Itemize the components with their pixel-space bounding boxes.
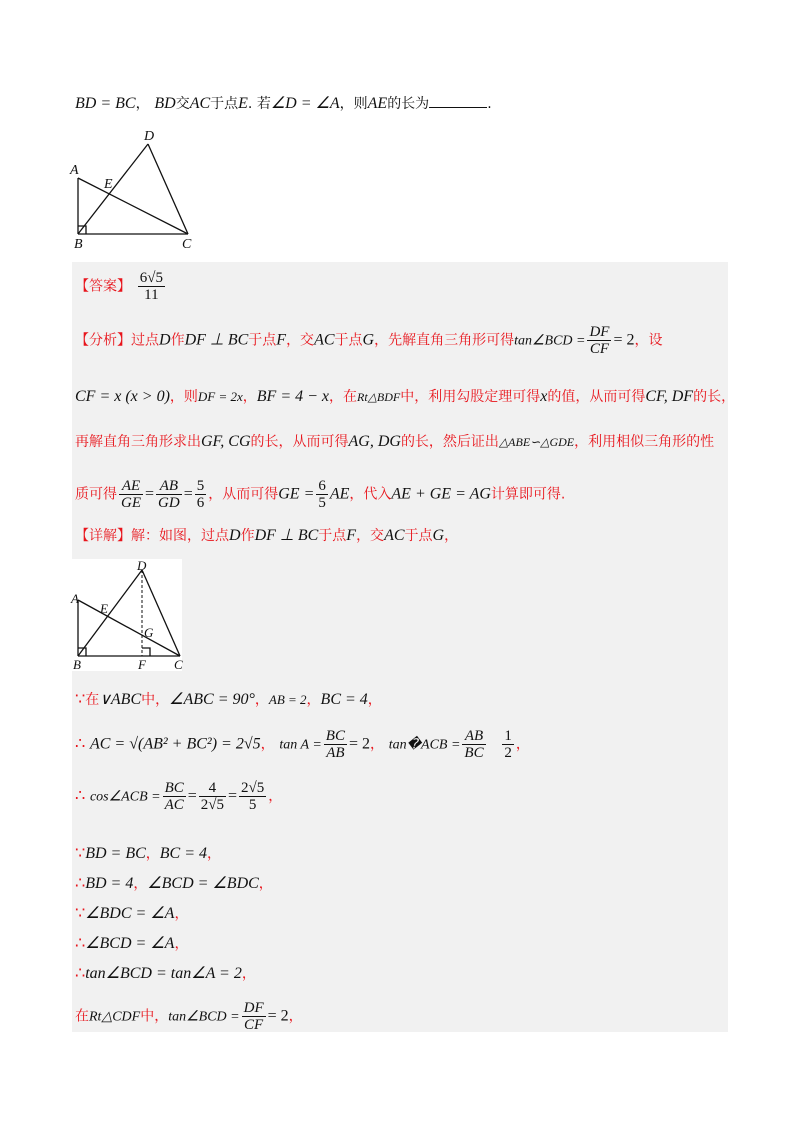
answer-label: 【答案】 — [75, 278, 131, 295]
seg-ac: AC — [189, 95, 211, 112]
step-3: ∴ cos∠ACB = $\frac{BC}{AC}$ = $\frac{4}{2√5}$ = $\frac{2√5}{5}$ ， — [75, 780, 283, 813]
step-8: ∴tan∠BCD = tan∠A = 2， — [75, 963, 256, 982]
triangle-figure-1 — [68, 126, 198, 250]
angle-condition: ∠D = ∠A — [270, 95, 340, 112]
answer-fraction: $\frac{6√5}{11}$ — [139, 270, 164, 303]
label-d: D — [144, 129, 155, 144]
analysis-line-3: 再解直角三角形求出GF, CG的长，从而可得AG, DG的长，然后证出△ABE∽△GDE，利用相似三角形的性 — [75, 433, 715, 450]
seg-dc — [148, 144, 188, 234]
step-6: ∵∠BDC = ∠A， — [75, 903, 189, 922]
step-9: 在Rt△CDF中，tan∠BCD = $\frac{DF}{CF}$ = 2， — [75, 1000, 303, 1033]
step-1: ∵在∨ABC中，∠ABC = 90°，AB = 2，BC = 4， — [75, 689, 382, 708]
label-b: B — [74, 237, 83, 250]
analysis-label: 【分析】 — [75, 332, 131, 349]
detail-label: 【详解】 — [75, 528, 131, 544]
label-c: C — [182, 237, 192, 250]
label-f2: F — [138, 657, 146, 672]
step-2: ∴ AC = √(AB² + BC²) = 2√5， tan A = $\frac{BC}{AB}$ = 2， tan�ACB = $\frac{AB}{BC}$ $\frac{1}{2}$ ， — [75, 728, 530, 761]
analysis-line-2: CF = x (x > 0)，则DF = 2x，BF = 4 − x，在Rt△BDF中，利用勾股定理可得x的值，从而可得CF, DF的长， — [75, 388, 736, 405]
step-4: ∵BD = BC，BC = 4， — [75, 843, 222, 862]
label-e2: E — [100, 601, 108, 616]
seg-bd-line — [78, 144, 148, 234]
label-a2: A — [71, 591, 79, 606]
label-g2: G — [144, 625, 154, 640]
label-d2: D — [137, 558, 147, 573]
step-7: ∴∠BCD = ∠A， — [75, 933, 189, 952]
answer-blank — [429, 93, 487, 108]
triangle-figure-2 — [68, 558, 188, 672]
analysis-line-4: 质可得 $\frac{AE}{GE}$ = $\frac{AB}{GD}$ = $\frac{5}{6}$ ，从而可得GE = $\frac{6}{5}$ AE，代入AE + GE = AG计算即可得. — [75, 478, 566, 511]
label-e: E — [104, 177, 113, 192]
detail-line-1: 【详解】解：如图，过点D作DF ⊥ BC于点F，交AC于点G， — [75, 527, 459, 544]
label-a: A — [70, 163, 79, 178]
seg-ac-line — [78, 178, 188, 234]
label-c2: C — [174, 657, 183, 672]
problem-line: BD = BC， BD交AC于点E. 若∠D = ∠A，则AE的长为 . — [75, 95, 492, 112]
step-5: ∴BD = 4，∠BCD = ∠BDC， — [75, 873, 273, 892]
analysis-line-1: 【分析】过点D作DF ⊥ BC于点F，交AC于点G，先解直角三角形可得tan∠BCD = $\frac{DF}{CF}$ = 2，设 — [75, 324, 663, 357]
answer-line — [75, 270, 167, 303]
eq-bd-bc: BD = BC — [75, 95, 136, 112]
label-b2: B — [73, 657, 81, 672]
seg-bd: BD — [154, 95, 176, 112]
